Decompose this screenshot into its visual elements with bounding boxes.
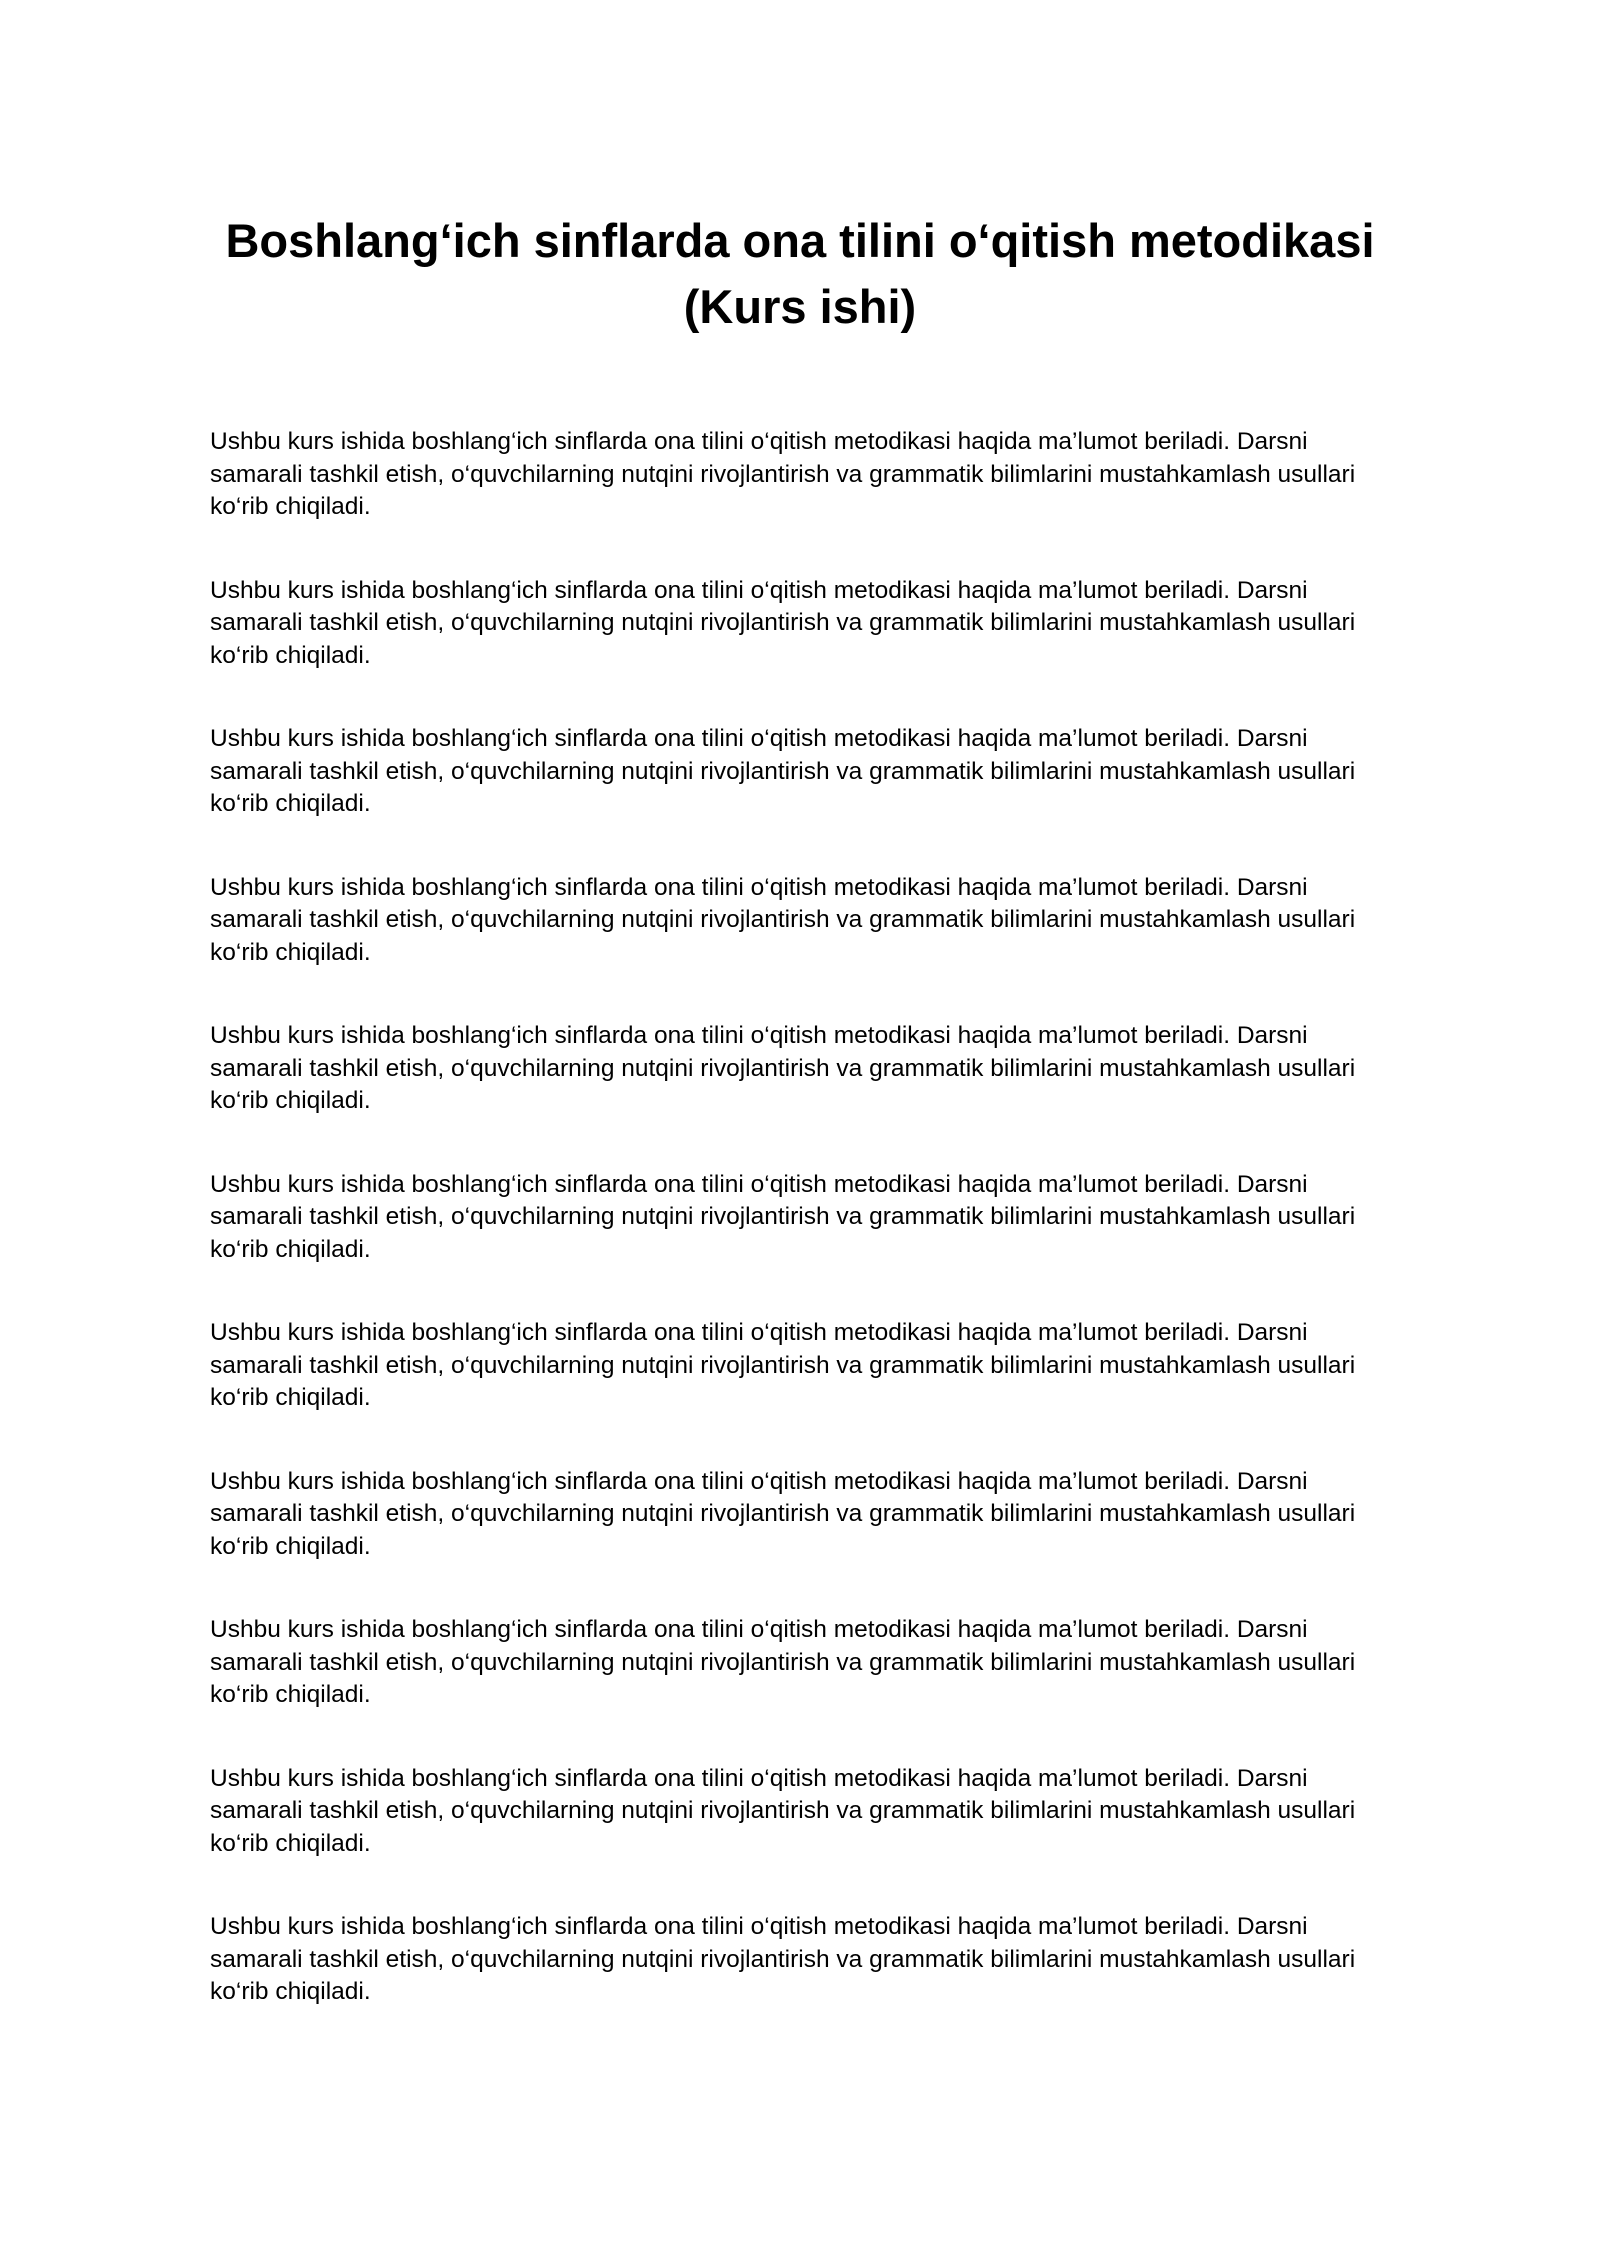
document-body [210, 426, 1390, 2009]
paragraph-6: Ushbu kurs ishida boshlang‘ich sinflarda ona tilini o‘qitish metodikasi haqida ma’lumot beriladi. Darsni samarali tashkil etish, o‘quvchilarning nutqini rivojlantirish va grammatik bilimlarini mustahkamlash usullari ko‘rib chiqiladi. [210, 1170, 1356, 1263]
paragraph-11: Ushbu kurs ishida boshlang‘ich sinflarda ona tilini o‘qitish metodikasi haqida ma’lumot beriladi. Darsni samarali tashkil etish, o‘quvchilarning nutqini rivojlantirish va grammatik bilimlarini mustahkamlash usullari ko‘rib chiqiladi. [210, 1913, 1356, 2005]
paragraph-2: Ushbu kurs ishida boshlang‘ich sinflarda ona tilini o‘qitish metodikasi haqida ma’lumot beriladi. Darsni samarali tashkil etish, o‘quvchilarning nutqini rivojlantirish va grammatik bilimlarini mustahkamlash usullari ko‘rib chiqiladi. [210, 576, 1356, 669]
paragraph-5: Ushbu kurs ishida boshlang‘ich sinflarda ona tilini o‘qitish metodikasi haqida ma’lumot beriladi. Darsni samarali tashkil etish, o‘quvchilarning nutqini rivojlantirish va grammatik bilimlarini mustahkamlash usullari ko‘rib chiqiladi. [210, 1022, 1356, 1114]
paragraph-1: Ushbu kurs ishida boshlang‘ich sinflarda ona tilini o‘qitish metodikasi haqida ma’lumot beriladi. Darsni samarali tashkil etish, o‘quvchilarning nutqini rivojlantirish va grammatik bilimlarini mustahkamlash usullari ko‘rib chiqiladi. [210, 428, 1356, 520]
paragraph-8: Ushbu kurs ishida boshlang‘ich sinflarda ona tilini o‘qitish metodikasi haqida ma’lumot beriladi. Darsni samarali tashkil etish, o‘quvchilarning nutqini rivojlantirish va grammatik bilimlarini mustahkamlash usullari ko‘rib chiqiladi. [210, 1467, 1356, 1560]
paragraph-10: Ushbu kurs ishida boshlang‘ich sinflarda ona tilini o‘qitish metodikasi haqida ma’lumot beriladi. Darsni samarali tashkil etish, o‘quvchilarning nutqini rivojlantirish va grammatik bilimlarini mustahkamlash usullari ko‘rib chiqiladi. [210, 1764, 1356, 1857]
paragraph-4: Ushbu kurs ishida boshlang‘ich sinflarda ona tilini o‘qitish metodikasi haqida ma’lumot beriladi. Darsni samarali tashkil etish, o‘quvchilarning nutqini rivojlantirish va grammatik bilimlarini mustahkamlash usullari ko‘rib chiqiladi. [210, 873, 1356, 966]
paragraph-3: Ushbu kurs ishida boshlang‘ich sinflarda ona tilini o‘qitish metodikasi haqida ma’lumot beriladi. Darsni samarali tashkil etish, o‘quvchilarning nutqini rivojlantirish va grammatik bilimlarini mustahkamlash usullari ko‘rib chiqiladi. [210, 725, 1356, 817]
paragraph-9: Ushbu kurs ishida boshlang‘ich sinflarda ona tilini o‘qitish metodikasi haqida ma’lumot beriladi. Darsni samarali tashkil etish, o‘quvchilarning nutqini rivojlantirish va grammatik bilimlarini mustahkamlash usullari ko‘rib chiqiladi. [210, 1616, 1356, 1708]
document-title [210, 208, 1390, 340]
title-line-2: (Kurs ishi) [683, 280, 917, 333]
paragraph-7: Ushbu kurs ishida boshlang‘ich sinflarda ona tilini o‘qitish metodikasi haqida ma’lumot beriladi. Darsni samarali tashkil etish, o‘quvchilarning nutqini rivojlantirish va grammatik bilimlarini mustahkamlash usullari ko‘rib chiqiladi. [210, 1319, 1356, 1411]
title-line-1: Boshlang‘ich sinflarda ona tilini o‘qitish metodikasi [225, 214, 1375, 267]
